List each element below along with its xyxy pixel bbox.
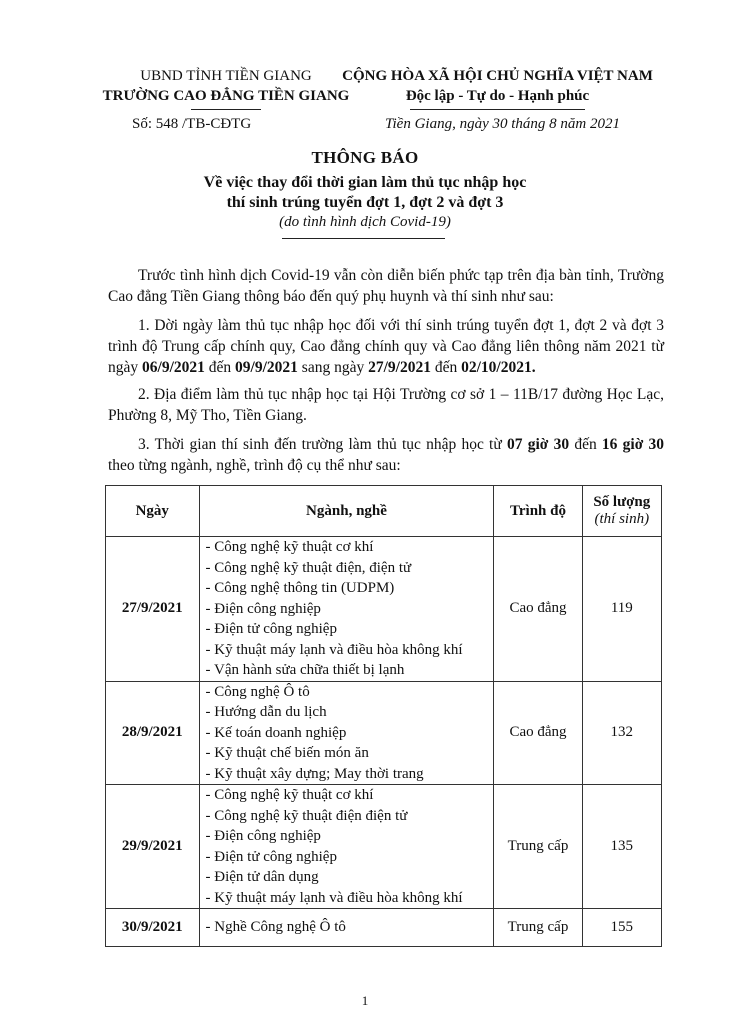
table-row: [106, 785, 662, 909]
row-date: 28/9/2021: [106, 681, 200, 785]
start-time: 07 giờ 30: [507, 436, 570, 453]
title-divider: [282, 238, 445, 239]
row-majors: [199, 681, 494, 785]
document-subject-line-1: Về việc thay đổi thời gian làm thủ tục nhập học: [203, 174, 527, 191]
issuer-name: TRƯỜNG CAO ĐẲNG TIỀN GIANG: [102, 88, 350, 104]
header-major: Ngành, nghề: [199, 486, 494, 537]
item-1-mid-text: sang ngày: [297, 359, 369, 376]
row-level: Trung cấp: [494, 785, 582, 909]
majors-list: [206, 537, 488, 681]
old-start-date: 06/9/2021: [142, 359, 205, 376]
item-1-connector: đến: [204, 359, 236, 376]
row-date: 27/9/2021: [106, 537, 200, 682]
item-3-connector: đến: [569, 436, 602, 453]
new-end-date: 02/10/2021.: [461, 359, 536, 376]
new-start-date: 27/9/2021: [368, 359, 431, 376]
majors-list: [206, 785, 488, 908]
list-item: - Hướng dẫn du lịch: [205, 704, 327, 720]
list-item: - Điện tử công nghiệp: [205, 848, 337, 865]
item-1-text: 1. Dời ngày làm thủ tục nhập học đối với thí sinh trúng tuyển đợt 1, đợt 2 và đợt 3 trình độ Trung cấp chính quy, Cao đẳng chính quy và Cao đẳng liên thông năm 2021 từ ngày: [108, 317, 664, 376]
list-item: - Công nghệ Ô tô: [205, 683, 310, 700]
intro-text: Trước tình hình dịch Covid-19 vẫn còn diễn biến phức tạp trên địa bàn tỉnh, Trường Cao đẳng Tiền Giang thông báo đến quý phụ huynh và thí sinh như sau:: [108, 267, 664, 305]
row-count: 155: [582, 909, 661, 947]
row-majors: [199, 909, 494, 947]
old-end-date: 09/9/2021: [235, 359, 298, 376]
header-date: Ngày: [106, 486, 200, 537]
table-row: [106, 681, 662, 785]
header-count: [582, 486, 661, 537]
row-level: Cao đẳng: [494, 537, 582, 682]
item-3-text: 3. Thời gian thí sinh đến trường làm thủ tục nhập học từ: [138, 436, 507, 453]
list-item: - Điện tử dân dụng: [205, 869, 319, 885]
list-item: - Điện công nghiệp: [205, 600, 321, 617]
document-subject-note: (do tình hình dịch Covid-19): [279, 214, 451, 230]
issuer-parent-agency: UBND TỈNH TIỀN GIANG: [140, 68, 312, 84]
list-item: - Kỹ thuật máy lạnh và điều hòa không khí: [205, 641, 463, 658]
national-motto-block: [335, 66, 660, 110]
item-2-text: 2. Địa điểm làm thủ tục nhập học tại Hội Trường cơ sở 1 – 11B/17 đường Học Lạc, Phường 8, Mỹ Tho, Tiền Giang.: [108, 386, 664, 424]
end-time: 16 giờ 30: [601, 436, 665, 453]
row-date: 30/9/2021: [106, 909, 200, 947]
item-1-paragraph: [108, 315, 664, 378]
enrollment-schedule-table: [105, 485, 662, 947]
table-row: [106, 537, 662, 682]
issuer-underline: [191, 109, 261, 110]
document-subject-line-2: thí sinh trúng tuyển đợt 1, đợt 2 và đợt 3: [226, 194, 504, 211]
reference-number: Số: 548 /TB-CĐTG: [132, 116, 252, 132]
header-count-label: Số lượng: [593, 494, 651, 510]
row-date: 29/9/2021: [106, 785, 200, 909]
list-item: - Công nghệ kỹ thuật điện điện tử: [205, 807, 408, 824]
list-item: - Công nghệ kỹ thuật điện, điện tử: [205, 559, 412, 576]
list-item: - Kỹ thuật chế biến món ăn: [205, 745, 369, 761]
list-item: - Công nghệ thông tin (UDPM): [205, 580, 395, 596]
list-item: - Công nghệ kỹ thuật cơ khí: [205, 539, 374, 555]
row-level: Cao đẳng: [494, 681, 582, 785]
row-level: Trung cấp: [494, 909, 582, 947]
header-level: Trình độ: [494, 486, 582, 537]
motto-underline: [410, 109, 585, 110]
row-count: 135: [582, 785, 661, 909]
list-item: - Vận hành sửa chữa thiết bị lạnh: [205, 662, 405, 678]
issuer-block: [95, 66, 357, 110]
item-2-paragraph: [108, 384, 664, 426]
list-item: - Kỹ thuật máy lạnh và điều hòa không khí: [205, 889, 463, 906]
list-item: - Điện tử công nghiệp: [205, 621, 337, 637]
item-3-paragraph: [108, 434, 664, 476]
intro-paragraph: [108, 265, 664, 307]
list-item: - Kế toán doanh nghiệp: [205, 724, 347, 741]
list-item: - Kỹ thuật xây dựng; May thời trang: [205, 765, 424, 782]
issue-date: Tiền Giang, ngày 30 tháng 8 năm 2021: [385, 116, 620, 132]
list-item: - Nghề Công nghệ Ô tô: [205, 919, 346, 936]
row-count: 119: [582, 537, 661, 682]
header-count-note: (thí sinh): [594, 511, 650, 527]
row-count: 132: [582, 681, 661, 785]
item-3-tail: theo từng ngành, nghề, trình độ cụ thể như sau:: [108, 457, 401, 474]
majors-list: [206, 917, 488, 938]
row-majors: [199, 537, 494, 682]
document-title: THÔNG BÁO: [311, 148, 419, 167]
table-row: [106, 909, 662, 947]
item-1-connector-2: đến: [430, 359, 462, 376]
table-header-row: [106, 486, 662, 537]
country-name: CỘNG HÒA XÃ HỘI CHỦ NGHĨA VIỆT NAM: [342, 68, 653, 84]
list-item: - Điện công nghiệp: [205, 828, 321, 844]
list-item: - Công nghệ kỹ thuật cơ khí: [205, 787, 374, 803]
row-majors: [199, 785, 494, 909]
page-number: 1: [361, 993, 369, 1008]
national-motto: Độc lập - Tự do - Hạnh phúc: [405, 88, 590, 104]
majors-list: [206, 682, 488, 785]
